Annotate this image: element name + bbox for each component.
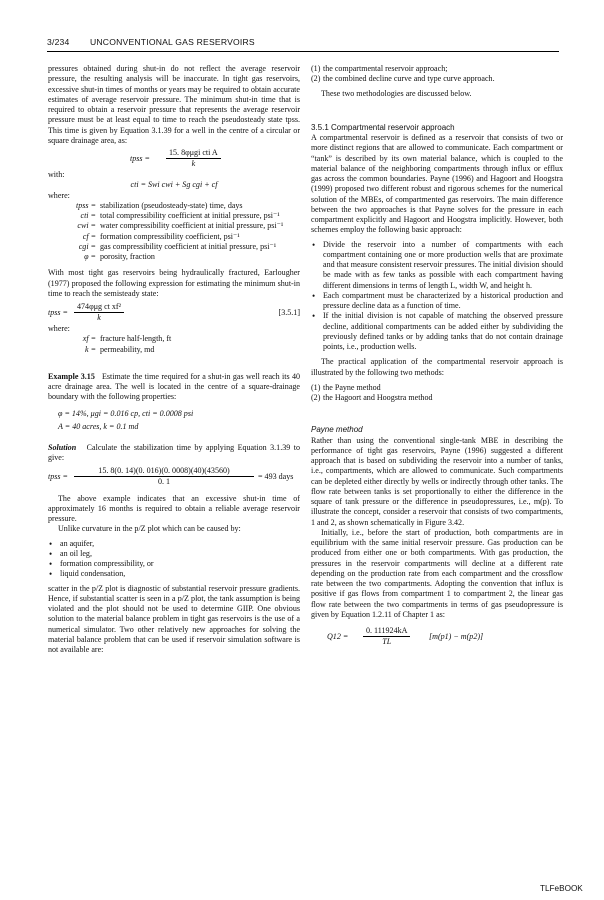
bullet-list bbox=[48, 539, 300, 580]
right-column bbox=[311, 64, 563, 648]
equation-number: [3.5.1] bbox=[278, 308, 300, 317]
paragraph: The above example indicates that an excessive shut-in time of approximately 16 months is required to obtain a reliable average reservoir pressure. bbox=[48, 493, 300, 523]
list-item: (1) the compartmental reservoir approach; bbox=[311, 64, 448, 73]
equation-numerator: 15. 8φμgi cti A bbox=[166, 148, 221, 159]
equation-tpss bbox=[48, 148, 300, 170]
list-item: • an aquifer, bbox=[48, 539, 300, 549]
left-column bbox=[48, 64, 300, 655]
paragraph: scatter in the p/Z plot is diagnostic of substantial reservoir pressure gradients. Hence, if substantial scatter is seen in a p/Z plot, the tank assumption is being violated and the plot should not be used to determine GIIP. One obvious solution to the material balance problem in tight gas reservoirs is the use of a numerical simulator. Two other relatively new approaches for solving the material balance problem that can be used if reservoir simulation software is not available are: bbox=[48, 583, 300, 654]
list-item: • liquid condensation, bbox=[48, 569, 300, 579]
list-item: • If the initial division is not capable of matching the observed pressure decline, additional compartments can be added either by subdividing the previously defined tanks or by adding tanks that do not contain drainage points, i.e., production wells. bbox=[311, 311, 563, 352]
definition-item: k = permeability, md bbox=[84, 344, 155, 354]
equation-lhs: tpss = bbox=[130, 154, 150, 163]
equation-ct: cti = Swi cwi + Sg cgi + cf bbox=[130, 180, 218, 190]
definition-item: cwi = water compressibility coefficient at initial pressure, psi⁻¹ bbox=[77, 221, 284, 231]
label-with: with: bbox=[48, 170, 65, 179]
list-item: • an oil leg, bbox=[48, 549, 300, 559]
paragraph: These two methodologies are discussed below. bbox=[321, 88, 472, 98]
definition-item: xf = fracture half-length, ft bbox=[82, 334, 172, 344]
bullet-list bbox=[311, 240, 563, 353]
footer-watermark: TLFeBOOK bbox=[540, 884, 583, 893]
equation-numerator: 474φμg ct xf² bbox=[74, 302, 124, 313]
list-item: • Each compartment must be characterized by a historical production and pressure decline data as a function of time. bbox=[311, 291, 563, 312]
example-label: Example 3.15 bbox=[48, 371, 95, 381]
paragraph: The practical application of the compartmental reservoir approach is illustrated by the following two methods: bbox=[311, 357, 563, 377]
equation-fraction bbox=[363, 626, 410, 647]
list-item: (1) the Payne method bbox=[311, 382, 381, 392]
paragraph: Unlike curvature in the p/Z plot which can be caused by: bbox=[58, 524, 241, 534]
running-header bbox=[47, 36, 559, 52]
equation-solution bbox=[48, 466, 300, 488]
page-number: 3/234 bbox=[47, 37, 70, 47]
equation-q12 bbox=[311, 626, 563, 648]
solution-block bbox=[48, 443, 300, 464]
definition-item: cgi = gas compressibility coefficient at initial pressure, psi⁻¹ bbox=[78, 241, 277, 251]
list-item: (2) the combined decline curve and type curve approach. bbox=[311, 74, 495, 84]
equation-denominator: TL bbox=[382, 637, 392, 646]
definition-list bbox=[48, 201, 300, 263]
equation-numerator: 15. 8(0. 14)(0. 016)(0. 0008)(40)(43560) bbox=[74, 466, 254, 477]
paragraph: pressures obtained during shut-in do not reflect the average reservoir pressure, the resulting analysis will be inaccurate. In tight gas reservoirs, excessive shut-in times of months or years may be required to obtain accurate estimates of average reservoir pressure. The minimum shut-in time that is required to obtain a reservoir pressure that represents the average reservoir pressure must be at least equal to time to reach the pseudosteady state tpss. This time is given by Equation 3.1.39 for a well in the centre of a circular or square drainage area, as: bbox=[48, 64, 300, 145]
equation-fraction bbox=[166, 148, 221, 169]
definition-list bbox=[48, 334, 300, 355]
equation-fraction bbox=[74, 302, 124, 323]
list-item: • Divide the reservoir into a number of compartments with each compartment containing one or more production wells that are proximate and that measure consistent reservoir pressures. The initial division should be made with as few tanks as possible with each compartment having different dimensions in terms of length L, width W, and height h. bbox=[311, 240, 563, 291]
equation-denominator: 0. 1 bbox=[157, 476, 171, 486]
equation-result: = 493 days bbox=[258, 471, 294, 481]
solution-label: Solution bbox=[48, 443, 77, 452]
list-item: • formation compressibility, or bbox=[48, 559, 300, 569]
label-where: where: bbox=[48, 324, 70, 333]
label-where: where: bbox=[48, 190, 70, 200]
equation-denominator: k bbox=[191, 159, 196, 168]
numbered-list bbox=[311, 64, 563, 85]
equation-rhs: [m(p1) − m(p2)] bbox=[429, 632, 484, 641]
numbered-list bbox=[311, 383, 563, 404]
paragraph: Initially, i.e., before the start of production, both compartments are in equilibrium with the same initial reservoir pressure. Gas production can be produced from either one or both compartments. With gas production, the pressures in the reservoir compartments will decline at a different rate depending on the production rate from each compartment and the crossflow rate between the two compartments. Adopting the convention that influx is positive if gas flows from compartment 1 to compartment 2, the linear gas flow rate between the two compartments in terms of gas pseudopressure is given by Equation 1.2.11 of Chapter 1 as: bbox=[311, 527, 563, 619]
section-heading: 3.5.1 Compartmental reservoir approach bbox=[311, 122, 455, 132]
definition-item: cti = total compressibility coefficient at initial pressure, psi⁻¹ bbox=[80, 211, 280, 220]
equation-3-5-1 bbox=[48, 302, 300, 324]
equation-numerator: 0. 111924kA bbox=[363, 626, 410, 637]
running-title: UNCONVENTIONAL GAS RESERVOIRS bbox=[90, 37, 255, 47]
example-properties: φ = 14%, μgi = 0.016 cp, cti = 0.0008 psi bbox=[58, 408, 194, 418]
definition-item: cf = formation compressibility coefficient, psi⁻¹ bbox=[82, 231, 240, 241]
paragraph: A compartmental reservoir is defined as a reservoir that consists of two or more distinct regions that are allowed to communicate. Each compartment or “tank” is described by its own material balance, which is coupled to the material balance of the neighboring compartments through influx or efflux gas across the common boundaries. Payne (1996) and Hagoort and Hoogstra (1999) proposed two different robust and rigorous schemes for the numerical solution of the MBEs, of compartmented gas reservoirs. The main difference between the two approaches is that Payne solves for the pressure in each compartment explicitly and Hagoort and Hoogstra implicitly. However, both schemes employ the following basic approach: bbox=[311, 133, 563, 235]
equation-fraction bbox=[74, 466, 254, 487]
paragraph: Rather than using the conventional single-tank MBE in describing the performance of tight gas reservoirs, Payne (1996) suggested a different approach that is based on subdividing the reservoir into a number of tanks, i.e., compartments, which are allowed to communicate. Such compartments can be depleted either directly by wells or indirectly through other tanks. The flow rate between tanks is set proportionally to either the difference in the square of tank pressure or the difference in pseudopressures, i.e., m(p). To illustrate the concept, consider a reservoir that consists of two compartments, 1 and 2, as shown schematically in Figure 3.42. bbox=[311, 435, 563, 527]
example-block bbox=[48, 372, 300, 403]
equation-lhs: tpss = bbox=[48, 471, 68, 481]
equation-lhs: Q12 = bbox=[327, 632, 349, 641]
definition-item: tpss = stabilization (pseudosteady-state) time, days bbox=[76, 200, 243, 210]
equation-lhs: tpss = bbox=[48, 308, 68, 317]
definition-item: φ = porosity, fraction bbox=[84, 252, 155, 261]
paragraph: With most tight gas reservoirs being hydraulically fractured, Earlougher (1977) proposed the following expression for estimating the minimum shut-in time to reach the semisteady state: bbox=[48, 268, 300, 298]
solution-text: Calculate the stabilization time by applying Equation 3.1.39 to give: bbox=[48, 443, 300, 463]
example-properties: A = 40 acres, k = 0.1 md bbox=[58, 421, 139, 431]
subsection-heading: Payne method bbox=[311, 425, 363, 435]
example-text: Estimate the time required for a shut-in gas well reach its 40 acre drainage area. The well is located in the centre of a square-drainage boundary with the following properties: bbox=[48, 371, 300, 402]
equation-denominator: k bbox=[97, 313, 101, 322]
list-item: (2) the Hagoort and Hoogstra method bbox=[311, 393, 433, 402]
